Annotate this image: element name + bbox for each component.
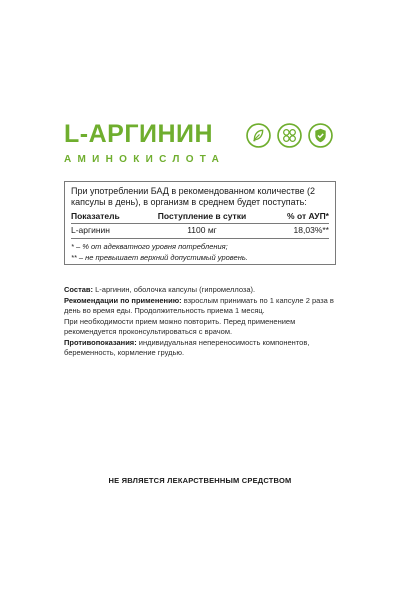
composition [64, 285, 340, 296]
product-subtitle: АМИНОКИСЛОТА [64, 154, 226, 165]
contraindications [64, 338, 340, 359]
recommendations-label: Рекомендации по применению: [64, 295, 182, 305]
header-indicator: Показатель [71, 211, 120, 221]
footnote: * – % от адекватного уровня потребления; [71, 242, 228, 251]
product-title: L-АРГИНИН [64, 120, 214, 148]
recommendations [64, 296, 340, 317]
disclaimer: НЕ ЯВЛЯЕТСЯ ЛЕКАРСТВЕННЫМ СРЕДСТВОМ [108, 476, 292, 485]
badge-icons [246, 123, 333, 148]
footnote: ** – не превышает верхний допустимый уровень. [71, 253, 248, 262]
recommendations-text: взрослым принимать по 1 капсуле 2 раза в день во время еды. Продолжительность приема 1 месяц. [64, 295, 334, 315]
table-row [71, 224, 329, 239]
header-percent: % от АУП* [287, 211, 329, 221]
composition-label: Состав: [64, 285, 94, 294]
row-percent: 18,03%** [293, 225, 329, 235]
contraindications-label: Противопоказания: [64, 337, 137, 347]
row-amount: 1100 мг [187, 225, 217, 235]
composition-text: L-аргинин, оболочка капсулы (гипромеллоза). [93, 285, 256, 294]
table-header [71, 211, 329, 224]
repeat-note: При необходимости прием можно повторить. Перед применением рекомендуется проконсультироваться с врачом. [64, 316, 296, 336]
product-description [64, 285, 340, 359]
header-daily-intake: Поступление в сутки [157, 211, 247, 221]
gluten-free-icon [277, 123, 302, 148]
nutrition-table [64, 181, 336, 265]
contraindications-text: индивидуальная непереносимость компонентов, беременность, кормление грудью. [64, 337, 310, 357]
quality-shield-icon [308, 123, 333, 148]
row-name: L-аргинин [71, 225, 110, 235]
vegan-leaf-icon [246, 123, 271, 148]
table-intro: При употреблении БАД в рекомендованном количестве (2 капсулы в день), в организм в среднем будет поступать: [71, 186, 316, 207]
